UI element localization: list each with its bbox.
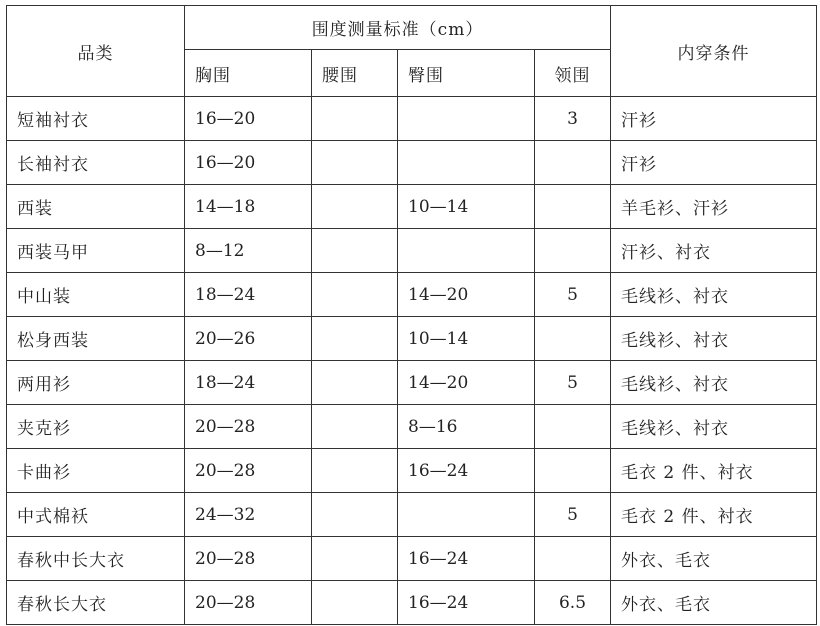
cell-chest: 20—26 (185, 317, 312, 361)
table-row (7, 317, 817, 361)
cell-waist (312, 537, 398, 581)
table-row (7, 581, 817, 625)
cell-waist (312, 361, 398, 405)
cell-waist (312, 97, 398, 141)
table-row (7, 493, 817, 537)
cell-waist (312, 229, 398, 273)
cell-hip (398, 141, 535, 185)
cell-chest: 20—28 (185, 449, 312, 493)
cell-hip: 10—14 (398, 317, 535, 361)
cell-hip: 8—16 (398, 405, 535, 449)
cell-waist (312, 405, 398, 449)
cell-hip: 16—24 (398, 581, 535, 625)
cell-inner-wear: 外衣、毛衣 (611, 537, 817, 581)
cell-inner-wear: 毛衣 2 件、衬衣 (611, 493, 817, 537)
cell-hip (398, 493, 535, 537)
cell-collar (535, 229, 611, 273)
cell-waist (312, 141, 398, 185)
cell-waist (312, 185, 398, 229)
cell-inner-wear: 汗衫 (611, 97, 817, 141)
cell-waist (312, 273, 398, 317)
table-row (7, 229, 817, 273)
cell-hip: 16—24 (398, 449, 535, 493)
cell-chest: 20—28 (185, 537, 312, 581)
cell-waist (312, 581, 398, 625)
header-measure-group: 围度测量标准（cm） (185, 6, 611, 50)
table-row (7, 449, 817, 493)
cell-collar: 5 (535, 273, 611, 317)
cell-collar: 5 (535, 361, 611, 405)
cell-inner-wear: 毛线衫、衬衣 (611, 405, 817, 449)
cell-waist (312, 449, 398, 493)
cell-category: 春秋中长大衣 (7, 537, 185, 581)
cell-inner-wear: 毛线衫、衬衣 (611, 361, 817, 405)
cell-inner-wear: 毛线衫、衬衣 (611, 317, 817, 361)
cell-collar: 5 (535, 493, 611, 537)
cell-chest: 8—12 (185, 229, 312, 273)
measurement-table (6, 5, 817, 625)
cell-chest: 18—24 (185, 361, 312, 405)
cell-hip (398, 229, 535, 273)
header-category: 品类 (7, 6, 185, 97)
header-collar: 领围 (535, 50, 611, 97)
cell-collar (535, 185, 611, 229)
table-container (6, 5, 817, 625)
cell-hip: 16—24 (398, 537, 535, 581)
cell-collar (535, 317, 611, 361)
header-inner-wear: 内穿条件 (611, 6, 817, 97)
cell-hip: 14—20 (398, 273, 535, 317)
cell-hip: 10—14 (398, 185, 535, 229)
cell-inner-wear: 外衣、毛衣 (611, 581, 817, 625)
table-row (7, 97, 817, 141)
header-waist: 腰围 (312, 50, 398, 97)
table-row (7, 185, 817, 229)
cell-inner-wear: 汗衫 (611, 141, 817, 185)
cell-inner-wear: 汗衫、衬衣 (611, 229, 817, 273)
cell-chest: 16—20 (185, 97, 312, 141)
cell-hip: 14—20 (398, 361, 535, 405)
cell-chest: 18—24 (185, 273, 312, 317)
cell-chest: 20—28 (185, 405, 312, 449)
cell-category: 卡曲衫 (7, 449, 185, 493)
cell-category: 短袖衬衣 (7, 97, 185, 141)
cell-collar (535, 537, 611, 581)
cell-collar: 6.5 (535, 581, 611, 625)
header-chest: 胸围 (185, 50, 312, 97)
cell-inner-wear: 毛衣 2 件、衬衣 (611, 449, 817, 493)
table-row (7, 273, 817, 317)
table-row (7, 405, 817, 449)
cell-waist (312, 493, 398, 537)
header-hip: 臀围 (398, 50, 535, 97)
cell-chest: 14—18 (185, 185, 312, 229)
cell-collar (535, 449, 611, 493)
table-row (7, 141, 817, 185)
cell-category: 西装马甲 (7, 229, 185, 273)
cell-waist (312, 317, 398, 361)
cell-category: 中式棉袄 (7, 493, 185, 537)
cell-collar (535, 141, 611, 185)
cell-inner-wear: 羊毛衫、汗衫 (611, 185, 817, 229)
cell-inner-wear: 毛线衫、衬衣 (611, 273, 817, 317)
header-row-top (7, 6, 817, 50)
cell-chest: 24—32 (185, 493, 312, 537)
cell-chest: 20—28 (185, 581, 312, 625)
cell-chest: 16—20 (185, 141, 312, 185)
cell-category: 松身西装 (7, 317, 185, 361)
table-row (7, 537, 817, 581)
cell-category: 两用衫 (7, 361, 185, 405)
cell-collar: 3 (535, 97, 611, 141)
table-row (7, 361, 817, 405)
cell-category: 中山装 (7, 273, 185, 317)
cell-collar (535, 405, 611, 449)
cell-category: 长袖衬衣 (7, 141, 185, 185)
cell-category: 春秋长大衣 (7, 581, 185, 625)
cell-category: 西装 (7, 185, 185, 229)
cell-hip (398, 97, 535, 141)
cell-category: 夹克衫 (7, 405, 185, 449)
